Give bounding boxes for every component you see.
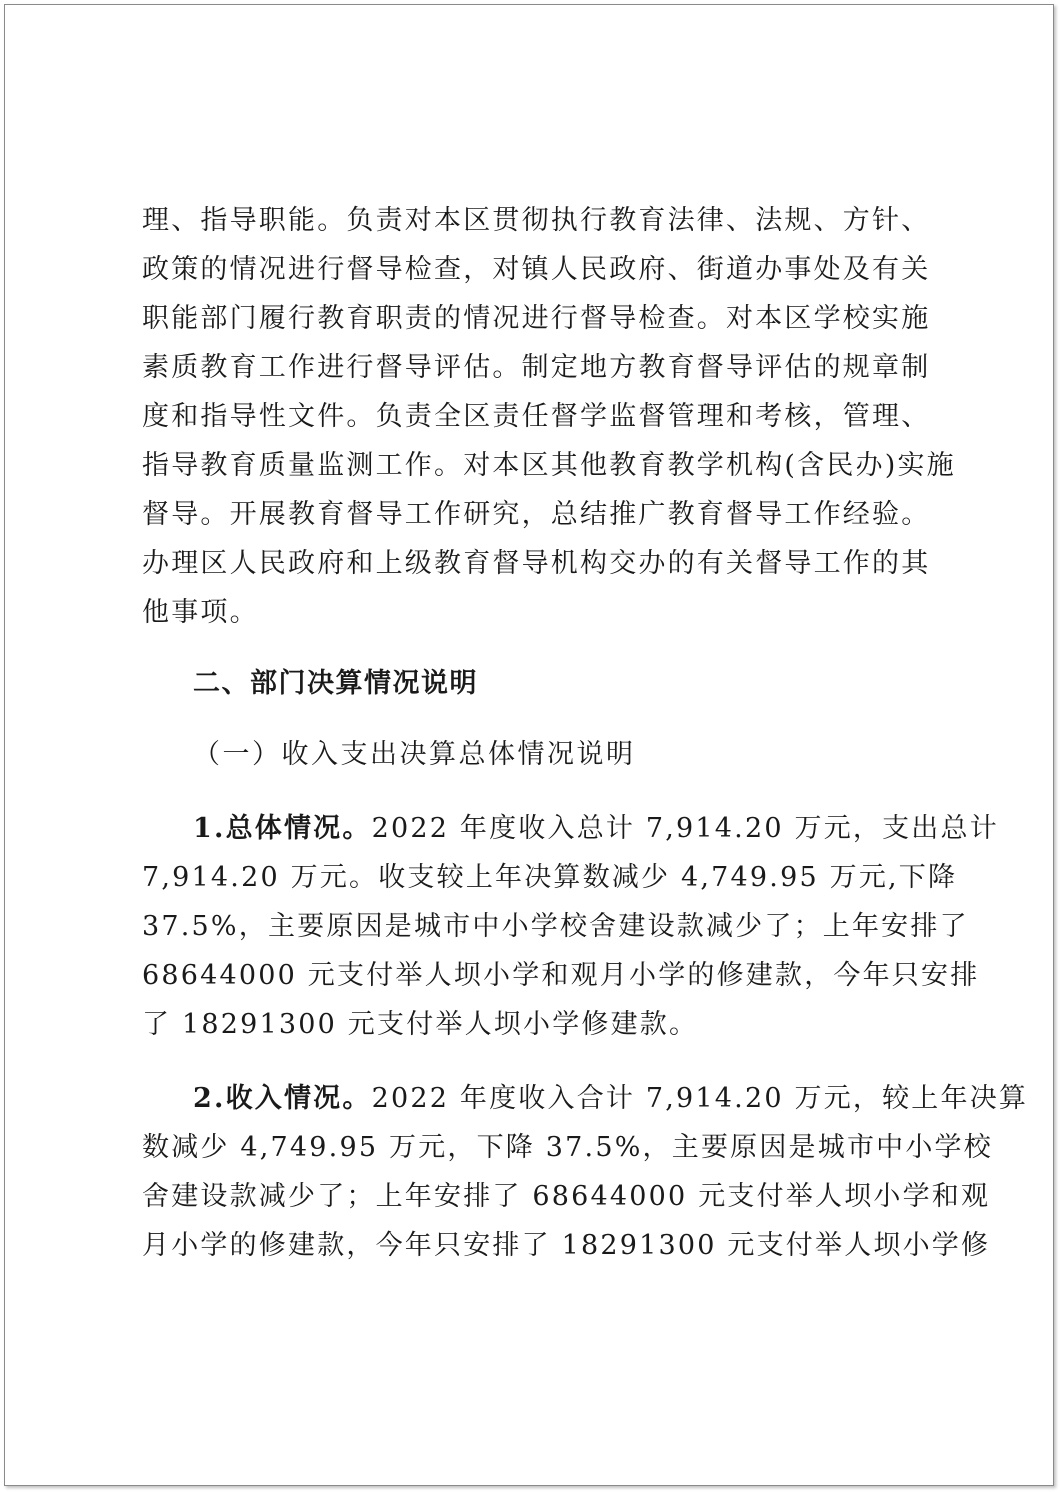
- text-line: 职能部门履行教育职责的情况进行督导检查。对本区学校实施: [142, 303, 931, 334]
- text-line: 舍建设款减少了；上年安排了 68644000 元支付举人坝小学和观: [142, 1181, 991, 1212]
- section-heading: 二、部门决算情况说明: [193, 668, 478, 699]
- text-line: 了 18291300 元支付举人坝小学修建款。: [142, 1009, 699, 1040]
- text-line: [142, 804, 999, 853]
- text-run: 2022 年度收入总计 7,914.20 万元，支出总计: [371, 813, 999, 844]
- text-line: 他事项。: [142, 597, 259, 628]
- text-line: 数减少 4,749.95 万元，下降 37.5%，主要原因是城市中小学校: [142, 1132, 993, 1163]
- paragraph-lead: 1.总体情况。: [193, 813, 372, 844]
- paragraph-intro: [142, 196, 956, 637]
- document-body: [142, 196, 1029, 1270]
- paragraph-lead: 2.收入情况。: [193, 1083, 372, 1114]
- text-line: 督导。开展教育督导工作研究，总结推广教育督导工作经验。: [142, 499, 931, 530]
- text-line: 政策的情况进行督导检查，对镇人民政府、街道办事处及有关: [142, 254, 931, 285]
- text-line: [142, 1074, 1029, 1123]
- paragraph-income: [142, 1074, 1029, 1270]
- text-run: 2022 年度收入合计 7,914.20 万元，较上年决算: [371, 1083, 1029, 1114]
- text-line: 月小学的修建款，今年只安排了 18291300 元支付举人坝小学修: [142, 1230, 991, 1261]
- text-line: 指导教育质量监测工作。对本区其他教育教学机构(含民办)实施: [142, 450, 956, 481]
- paragraph-overall: [142, 804, 999, 1049]
- text-line: 度和指导性文件。负责全区责任督学监督管理和考核，管理、: [142, 401, 931, 432]
- text-line: 素质教育工作进行督导评估。制定地方教育督导评估的规章制: [142, 352, 931, 383]
- text-line: 68644000 元支付举人坝小学和观月小学的修建款，今年只安排: [142, 960, 980, 991]
- text-line: 37.5%，主要原因是城市中小学校舍建设款减少了；上年安排了: [142, 911, 969, 942]
- text-line: 7,914.20 万元。收支较上年决算数减少 4,749.95 万元,下降: [142, 862, 958, 893]
- subsection-heading: （一）收入支出决算总体情况说明: [193, 739, 636, 770]
- text-line: 办理区人民政府和上级教育督导机构交办的有关督导工作的其: [142, 548, 931, 579]
- text-line: 理、指导职能。负责对本区贯彻执行教育法律、法规、方针、: [142, 205, 931, 236]
